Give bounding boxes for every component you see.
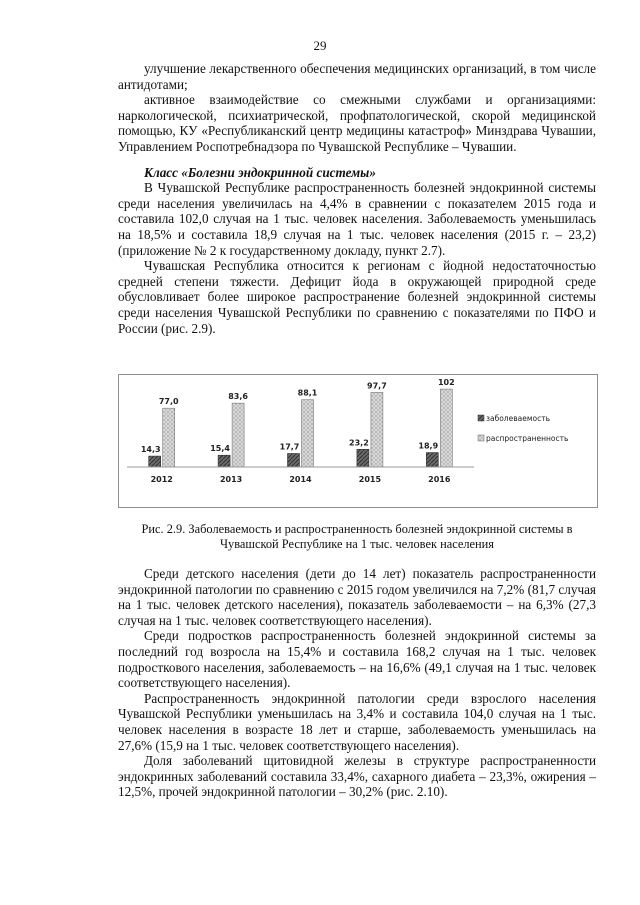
data-label-prevalence-2013: 83,6 xyxy=(228,392,248,402)
figure-caption: Рис. 2.9. Заболеваемость и распространенность болезней эндокринной системы в Чувашской Республике на 1 тыс. человек населения xyxy=(141,522,573,551)
legend-label-prevalence: распространенность xyxy=(486,434,569,443)
chart-frame xyxy=(118,374,598,508)
data-label-incidence-2016: 18,9 xyxy=(418,441,439,451)
legend-swatch-prevalence xyxy=(478,435,484,441)
paragraph: Среди подростков распространенность болезней эндокринной системы за последний год возросла на 15,4% и составила 168,2 случая на 1 тыс. человек подросткового населения, заболеваемость – на 16,6% (49,1 случая на 1 тыс. человек соответствующего населения). xyxy=(118,628,596,691)
bar-prevalence-2013 xyxy=(232,403,244,467)
legend-swatch-incidence xyxy=(478,415,484,421)
bar-prevalence-2016 xyxy=(440,389,452,467)
data-label-prevalence-2016: 102 xyxy=(437,378,455,388)
legend-label-incidence: заболеваемость xyxy=(486,414,550,423)
data-label-incidence-2014: 17,7 xyxy=(279,442,300,452)
x-tick-label-2014: 2014 xyxy=(289,475,312,484)
data-label-prevalence-2014: 88,1 xyxy=(297,388,318,398)
paragraph: улучшение лекарственного обеспечения медицинских организаций, в том числе антидотами; xyxy=(118,61,596,92)
bar-incidence-2013 xyxy=(218,455,230,467)
paragraph: Распространенность эндокринной патологии среди взрослого населения Чувашской Республики уменьшилась на 3,4% и составила 104,0 случая на 1 тыс. человек населения в возрасте 18 лет и старше, заболеваемость уменьшилась на 27,6% (15,9 на 1 тыс. человек соответствующего населения). xyxy=(118,690,596,753)
data-label-prevalence-2012: 77,0 xyxy=(158,397,179,407)
text-block-bottom xyxy=(118,566,596,800)
data-label-incidence-2015: 23,2 xyxy=(349,438,369,448)
data-label-incidence-2013: 15,4 xyxy=(210,444,230,454)
x-tick-label-2015: 2015 xyxy=(358,475,382,484)
bar-chart xyxy=(119,375,597,507)
bar-incidence-2012 xyxy=(149,456,161,467)
paragraph: В Чувашской Республике распространенность болезней эндокринной системы среди населения увеличилась на 4,4% в сравнении с показателем 2015 года и составила 102,0 случая на 1 тыс. человек населения. Заболеваемость уменьшилась на 18,5% и составила 18,9 случая на 1 тыс. человек населения (2015 г. – 23,2) (приложение № 2 к государственному докладу, пункт 2.7). xyxy=(118,180,596,258)
text-block-top xyxy=(118,61,596,336)
bar-incidence-2015 xyxy=(357,449,369,467)
paragraph: Чувашская Республика относится к регионам с йодной недостаточностью средней степени тяжести. Дефицит йода в окружающей природной среде обусловливает более широкое распространение болезней эндокринной системы среди населения Чувашской Республики по сравнению с показателями по ПФО и России (рис. 2.9). xyxy=(118,258,596,336)
x-tick-label-2016: 2016 xyxy=(428,475,451,484)
bar-prevalence-2014 xyxy=(302,400,314,467)
section-heading: Класс «Болезни эндокринной системы» xyxy=(144,164,376,180)
paragraph: Среди детского населения (дети до 14 лет) показатель распространенности эндокринной патологии по сравнению с 2015 годом увеличился на 7,2% (81,7 случая на 1 тыс. человек детского населения), показатель заболеваемости – на 6,3% (27,3 случая на 1 тыс. человек соответствующего населения). xyxy=(118,566,596,628)
data-label-incidence-2012: 14,3 xyxy=(140,445,161,455)
bar-incidence-2016 xyxy=(426,453,438,467)
page-number: 29 xyxy=(313,38,327,53)
paragraph: активное взаимодействие со смежными службами и организациями: наркологической, психиатрической, профпатологической, скорой медицинской помощью, КУ «Республиканский центр медицины катастроф» Минздрава Чувашии, Управлением Роспотребнадзора по Чувашской Республике – Чувашии. xyxy=(118,92,596,154)
chart-legend xyxy=(478,414,568,443)
bar-prevalence-2012 xyxy=(163,408,175,467)
paragraph: Доля заболеваний щитовидной железы в структуре распространенности эндокринных заболеваний составила 33,4%, сахарного диабета – 23,3%, ожирения – 12,5%, прочей эндокринной патологии – 30,2% (рис. 2.10). xyxy=(118,753,596,800)
data-label-prevalence-2015: 97,7 xyxy=(367,381,387,391)
bar-incidence-2014 xyxy=(288,453,300,467)
bar-prevalence-2015 xyxy=(371,392,383,467)
x-tick-label-2013: 2013 xyxy=(219,475,243,484)
x-tick-label-2012: 2012 xyxy=(150,475,173,484)
